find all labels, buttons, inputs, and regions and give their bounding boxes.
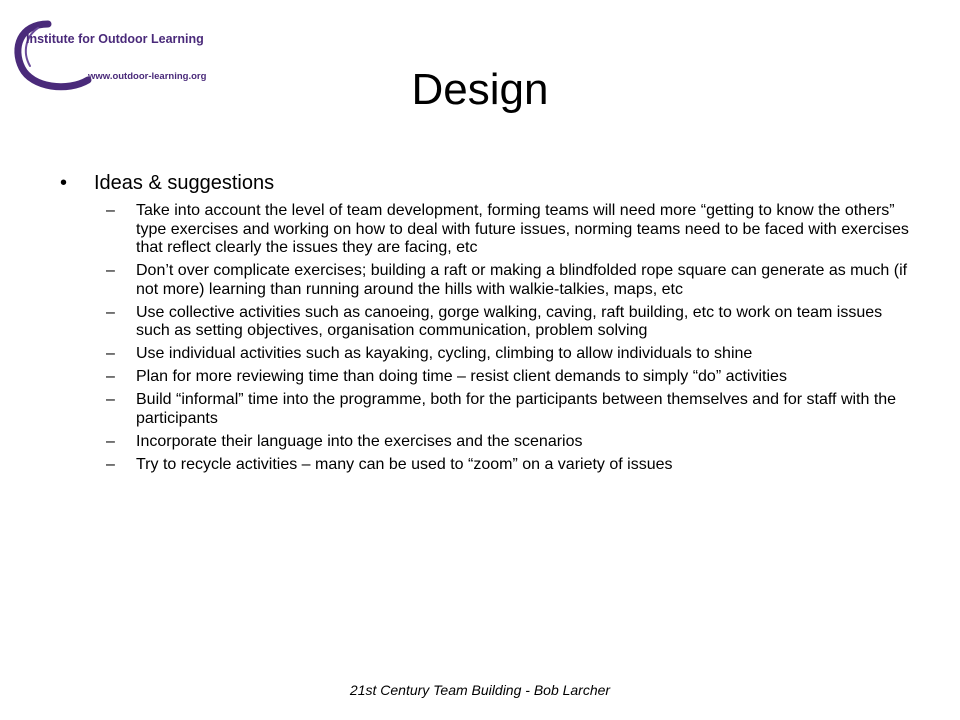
slide-title: Design bbox=[411, 65, 549, 114]
suggestion-list bbox=[60, 202, 910, 474]
dash-mark: – bbox=[106, 368, 115, 386]
suggestion-text: Use collective activities such as canoeing, gorge walking, caving, raft building, etc to work on team issues such as setting objectives, organisation communication, problem solving bbox=[136, 303, 883, 340]
suggestion-item bbox=[60, 202, 910, 258]
suggestion-text: Don’t over complicate exercises; building a raft or making a blindfolded rope square can generate as much (if not more) learning than running around the hills with walkie-talkies, maps, etc bbox=[136, 262, 908, 298]
suggestion-item bbox=[60, 345, 910, 364]
dash-mark: – bbox=[106, 202, 115, 219]
dash-mark: – bbox=[106, 391, 115, 409]
suggestion-text: Try to recycle activities – many can be used to “zoom” on a variety of issues bbox=[136, 455, 673, 473]
suggestion-item bbox=[60, 391, 910, 428]
dash-mark: – bbox=[106, 455, 115, 473]
bullet-text: Ideas & suggestions bbox=[94, 172, 275, 194]
suggestion-item bbox=[60, 304, 910, 341]
suggestion-text: Plan for more reviewing time than doing time – resist client demands to simply “do” activities bbox=[136, 368, 787, 386]
slide-footer: 21st Century Team Building - Bob Larcher bbox=[349, 682, 611, 698]
suggestion-item bbox=[60, 262, 910, 299]
suggestion-text: Build “informal” time into the programme, both for the participants between themselves and for staff with the participants bbox=[136, 391, 897, 427]
logo-url: www.outdoor-learning.org bbox=[88, 71, 207, 82]
logo-title: Institute for Outdoor Learning bbox=[26, 32, 204, 46]
suggestion-item bbox=[60, 456, 910, 475]
suggestion-text: Take into account the level of team development, forming teams will need more “getting to know the others” type exercises and working on how to deal with future issues, norming teams need to be faced with exercises that reflect clearly the issues they are facing, etc bbox=[136, 202, 909, 257]
bullet-ideas bbox=[60, 170, 910, 196]
suggestion-text: Use individual activities such as kayaking, cycling, climbing to allow individuals to shine bbox=[136, 345, 753, 363]
suggestion-text: Incorporate their language into the exercises and the scenarios bbox=[136, 432, 583, 450]
dash-mark: – bbox=[106, 303, 115, 321]
dash-mark: – bbox=[106, 262, 115, 280]
bullet-mark: • bbox=[60, 172, 68, 194]
dash-mark: – bbox=[106, 345, 115, 363]
suggestion-item bbox=[60, 433, 910, 452]
dash-mark: – bbox=[106, 432, 115, 450]
suggestion-item bbox=[60, 368, 910, 387]
slide-content bbox=[60, 170, 910, 479]
